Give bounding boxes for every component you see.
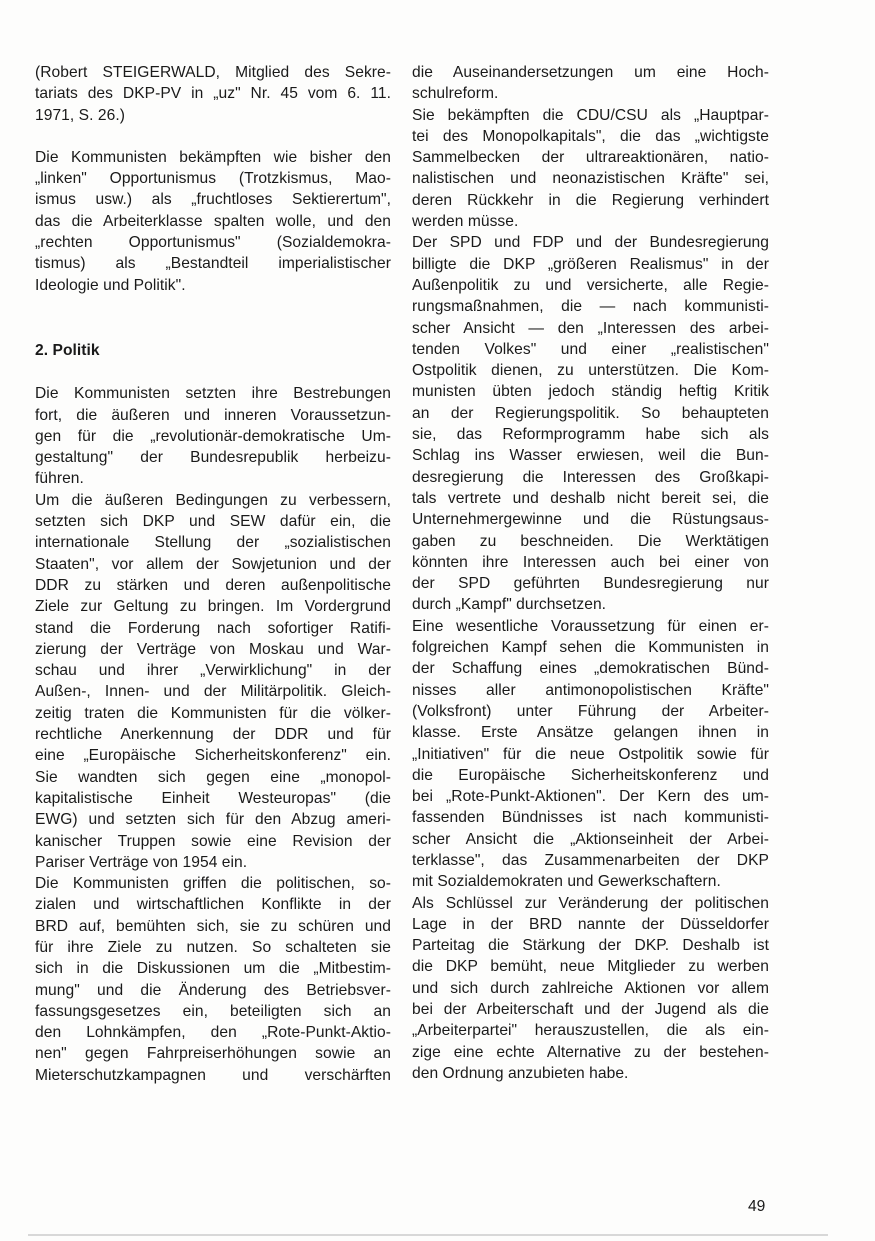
text-line: Schlag ins Wasser erwiesen, weil die Bun- <box>412 447 769 465</box>
paragraph-party-strengthening <box>412 893 769 1085</box>
text-line: sie, das Reformprogramm habe sich als <box>412 426 769 444</box>
text-line: zeitig traten die Kommunisten für die völker- <box>35 704 391 722</box>
text-line: tismus) als „Bestandteil imperialistischer <box>35 255 391 273</box>
text-line: terklasse", das Zusammenarbeiten der DKP <box>412 851 769 869</box>
text-line: billigte die DKP „größeren Realismus" in der <box>412 255 769 273</box>
text-line: kapitalistische Einheit Westeuropas" (die <box>35 789 391 807</box>
page-number: 49 <box>748 1198 766 1215</box>
text-line: bei „Rote-Punkt-Aktionen". Der Kern des um- <box>412 788 769 806</box>
text-line: sich in die Diskussionen um die „Mitbestim- <box>35 960 391 978</box>
paragraph-continuation <box>412 62 769 105</box>
text-line: fort, die äußeren und inneren Voraussetzun- <box>35 406 391 424</box>
text-line: Lage in der BRD nannte der Düsseldorfer <box>412 915 769 933</box>
text-line: der SPD geführten Bundesregierung nur <box>412 575 769 593</box>
text-line: Sie bekämpften die CDU/CSU als „Hauptpar- <box>412 106 769 124</box>
text-line: die Auseinandersetzungen um eine Hoch- <box>412 64 769 81</box>
text-line: führen. <box>35 470 84 488</box>
paragraph-external-conditions <box>35 490 391 873</box>
text-line: bei der Arbeiterschaft und der Jugend als die <box>412 1001 769 1019</box>
text-line: nalistischen und neonazistischen Kräfte" sei, <box>412 170 769 188</box>
text-line: gestaltung" der Bundesrepublik herbeizu- <box>35 449 391 467</box>
text-line: internationale Stellung der „sozialistischen <box>35 534 391 552</box>
text-line: Parteitag die Stärkung der DKP. Deshalb ist <box>412 937 769 955</box>
text-line: Außenpolitik zu und versicherte, alle Regie- <box>412 276 769 294</box>
text-line: die Europäische Sicherheitskonferenz und <box>412 766 769 784</box>
text-line: gen für die „revolutionär-demokratische Um- <box>35 427 391 445</box>
text-line: tei des Monopolkapitals", die das „wichtigste <box>412 127 769 145</box>
text-line: klasse. Erste Ansätze gelangen ihnen in <box>412 724 769 742</box>
text-line: zierung der Verträge von Moskau und War- <box>35 640 391 658</box>
text-line: und sich durch zahlreiche Aktionen vor allem <box>412 979 769 997</box>
paragraph-alliance <box>412 616 769 893</box>
text-line: Staaten", vor allem der Sowjetunion und der <box>35 555 391 573</box>
text-line: nen" gegen Fahrpreiserhöhungen sowie an <box>35 1045 391 1063</box>
text-line: Eine wesentliche Voraussetzung für einen er- <box>412 617 769 635</box>
paragraph-spd-fdp <box>412 232 769 615</box>
text-line: für ihre Ziele zu nutzen. So schalteten sie <box>35 938 391 956</box>
text-line: Die Kommunisten bekämpften wie bisher den <box>35 148 391 166</box>
text-line: scher Ansicht die „Aktionseinheit der Arbei- <box>412 830 769 848</box>
text-line: Um die äußeren Bedingungen zu verbessern, <box>35 491 391 509</box>
paragraph-conflicts <box>35 873 391 1086</box>
text-line: folgreichen Kampf sehen die Kommunisten in <box>412 639 769 657</box>
text-line: Sie wandten sich gegen eine „monopol- <box>35 768 391 786</box>
text-line: stand die Forderung nach sofortiger Ratifi- <box>35 619 391 637</box>
text-line: „rechten Opportunismus" (Sozialdemokra- <box>35 234 391 252</box>
text-line: 1971, S. 26.) <box>35 106 125 124</box>
left-column <box>35 62 391 1086</box>
text-line: (Volksfront) unter Führung der Arbeiter- <box>412 702 769 720</box>
text-line: ismus usw.) als „fruchtloses Sektierertum", <box>35 191 391 209</box>
text-line: schau und ihrer „Verwirklichung" in der <box>35 662 391 680</box>
text-line: durch „Kampf" durchsetzen. <box>412 596 607 614</box>
paragraph-efforts <box>35 383 391 489</box>
text-line: den Lohnkämpfen, den „Rote-Punkt-Aktio- <box>35 1024 391 1042</box>
paragraph-cdu-csu <box>412 105 769 233</box>
text-line: den Ordnung anzubieten habe. <box>412 1064 629 1082</box>
text-line: Ostpolitik dienen, zu unterstützen. Die Kom- <box>412 362 769 380</box>
text-line: könnten ihre Interessen auch bei einer von <box>412 553 769 571</box>
text-line: eine „Europäische Sicherheitskonferenz" ein. <box>35 747 391 765</box>
text-line: Der SPD und FDP und der Bundesregierung <box>412 234 769 252</box>
text-line: tenden Volkes" und einer „realistischen" <box>412 340 769 358</box>
citation <box>35 62 391 126</box>
text-line: rungsmaßnahmen, die — nach kommunisti- <box>412 298 769 316</box>
text-line: die DKP bemüht, neue Mitglieder zu werben <box>412 958 769 976</box>
text-line: tariats des DKP-PV in „uz" Nr. 45 vom 6. 11. <box>35 85 391 103</box>
text-line: deren Rückkehr in die Regierung verhindert <box>412 191 769 209</box>
bottom-rule <box>28 1234 828 1236</box>
section-heading: 2. Politik <box>35 341 100 359</box>
text-line: nisses aller antimonopolistischen Kräfte" <box>412 681 769 699</box>
text-line: Die Kommunisten griffen die politischen, so- <box>35 875 391 893</box>
text-line: Sammelbecken der ultrareaktionären, natio- <box>412 149 769 167</box>
text-line: Die Kommunisten setzten ihre Bestrebungen <box>35 385 391 403</box>
text-line: rechtliche Anerkennung der DDR und für <box>35 726 391 744</box>
text-line: der Schaffung eines „demokratischen Bünd- <box>412 660 769 678</box>
text-line: Ziele zur Geltung zu bringen. Im Vordergrund <box>35 598 391 616</box>
text-line: Unternehmergewinne und die Rüstungsaus- <box>412 511 769 529</box>
text-line: setzten sich DKP und SEW dafür ein, die <box>35 513 391 531</box>
text-line: munisten übten jedoch ständig heftig Kritik <box>412 383 769 401</box>
text-line: Außen-, Innen- und der Militärpolitik. Gleich- <box>35 683 391 701</box>
text-line: fassungsgesetzes ein, beteiligten sich an <box>35 1002 391 1020</box>
text-line: zialen und wirtschaftlichen Konflikte in der <box>35 896 391 914</box>
text-line: scher Ansicht — den „Interessen des arbei- <box>412 319 769 337</box>
paragraph-opportunism <box>35 147 391 296</box>
text-line: Ideologie und Politik". <box>35 276 186 294</box>
text-line: fassenden Bündnisses ist nach kommunisti- <box>412 809 769 827</box>
text-line: mung" und die Änderung des Betriebsver- <box>35 981 391 999</box>
text-line: (Robert STEIGERWALD, Mitglied des Sekre- <box>35 64 391 81</box>
right-column <box>412 62 769 1084</box>
text-line: Pariser Verträge von 1954 ein. <box>35 853 248 871</box>
text-line: an der Regierungspolitik. So behaupteten <box>412 404 769 422</box>
text-line: kanischer Truppen sowie eine Revision der <box>35 832 391 850</box>
text-line: gaben zu beschneiden. Die Werktätigen <box>412 532 769 550</box>
text-line: „Arbeiterpartei" herauszustellen, die als ein- <box>412 1022 769 1040</box>
text-line: EWG) und setzten sich für den Abzug ameri- <box>35 811 391 829</box>
text-line: zige eine echte Alternative zu der bestehen- <box>412 1043 769 1061</box>
text-line: Mieterschutzkampagnen und verschärften <box>35 1066 391 1084</box>
text-line: schulreform. <box>412 85 499 103</box>
text-line: BRD auf, bemühten sich, sie zu schüren und <box>35 917 391 935</box>
text-line: das die Arbeiterklasse spalten wolle, und den <box>35 212 391 230</box>
text-line: tals vertrete und deshalb nicht bereit sei, die <box>412 489 769 507</box>
text-line: werden müsse. <box>412 213 519 231</box>
text-line: desregierung die Interessen des Großkapi- <box>412 468 769 486</box>
text-line: mit Sozialdemokraten und Gewerkschaftern. <box>412 873 721 891</box>
text-line: „Initiativen" für die neue Ostpolitik sowie für <box>412 745 769 763</box>
text-line: Als Schlüssel zur Veränderung der politischen <box>412 894 769 912</box>
text-line: DDR zu stärken und deren außenpolitische <box>35 576 391 594</box>
text-line: „linken" Opportunismus (Trotzkismus, Mao- <box>35 170 391 188</box>
